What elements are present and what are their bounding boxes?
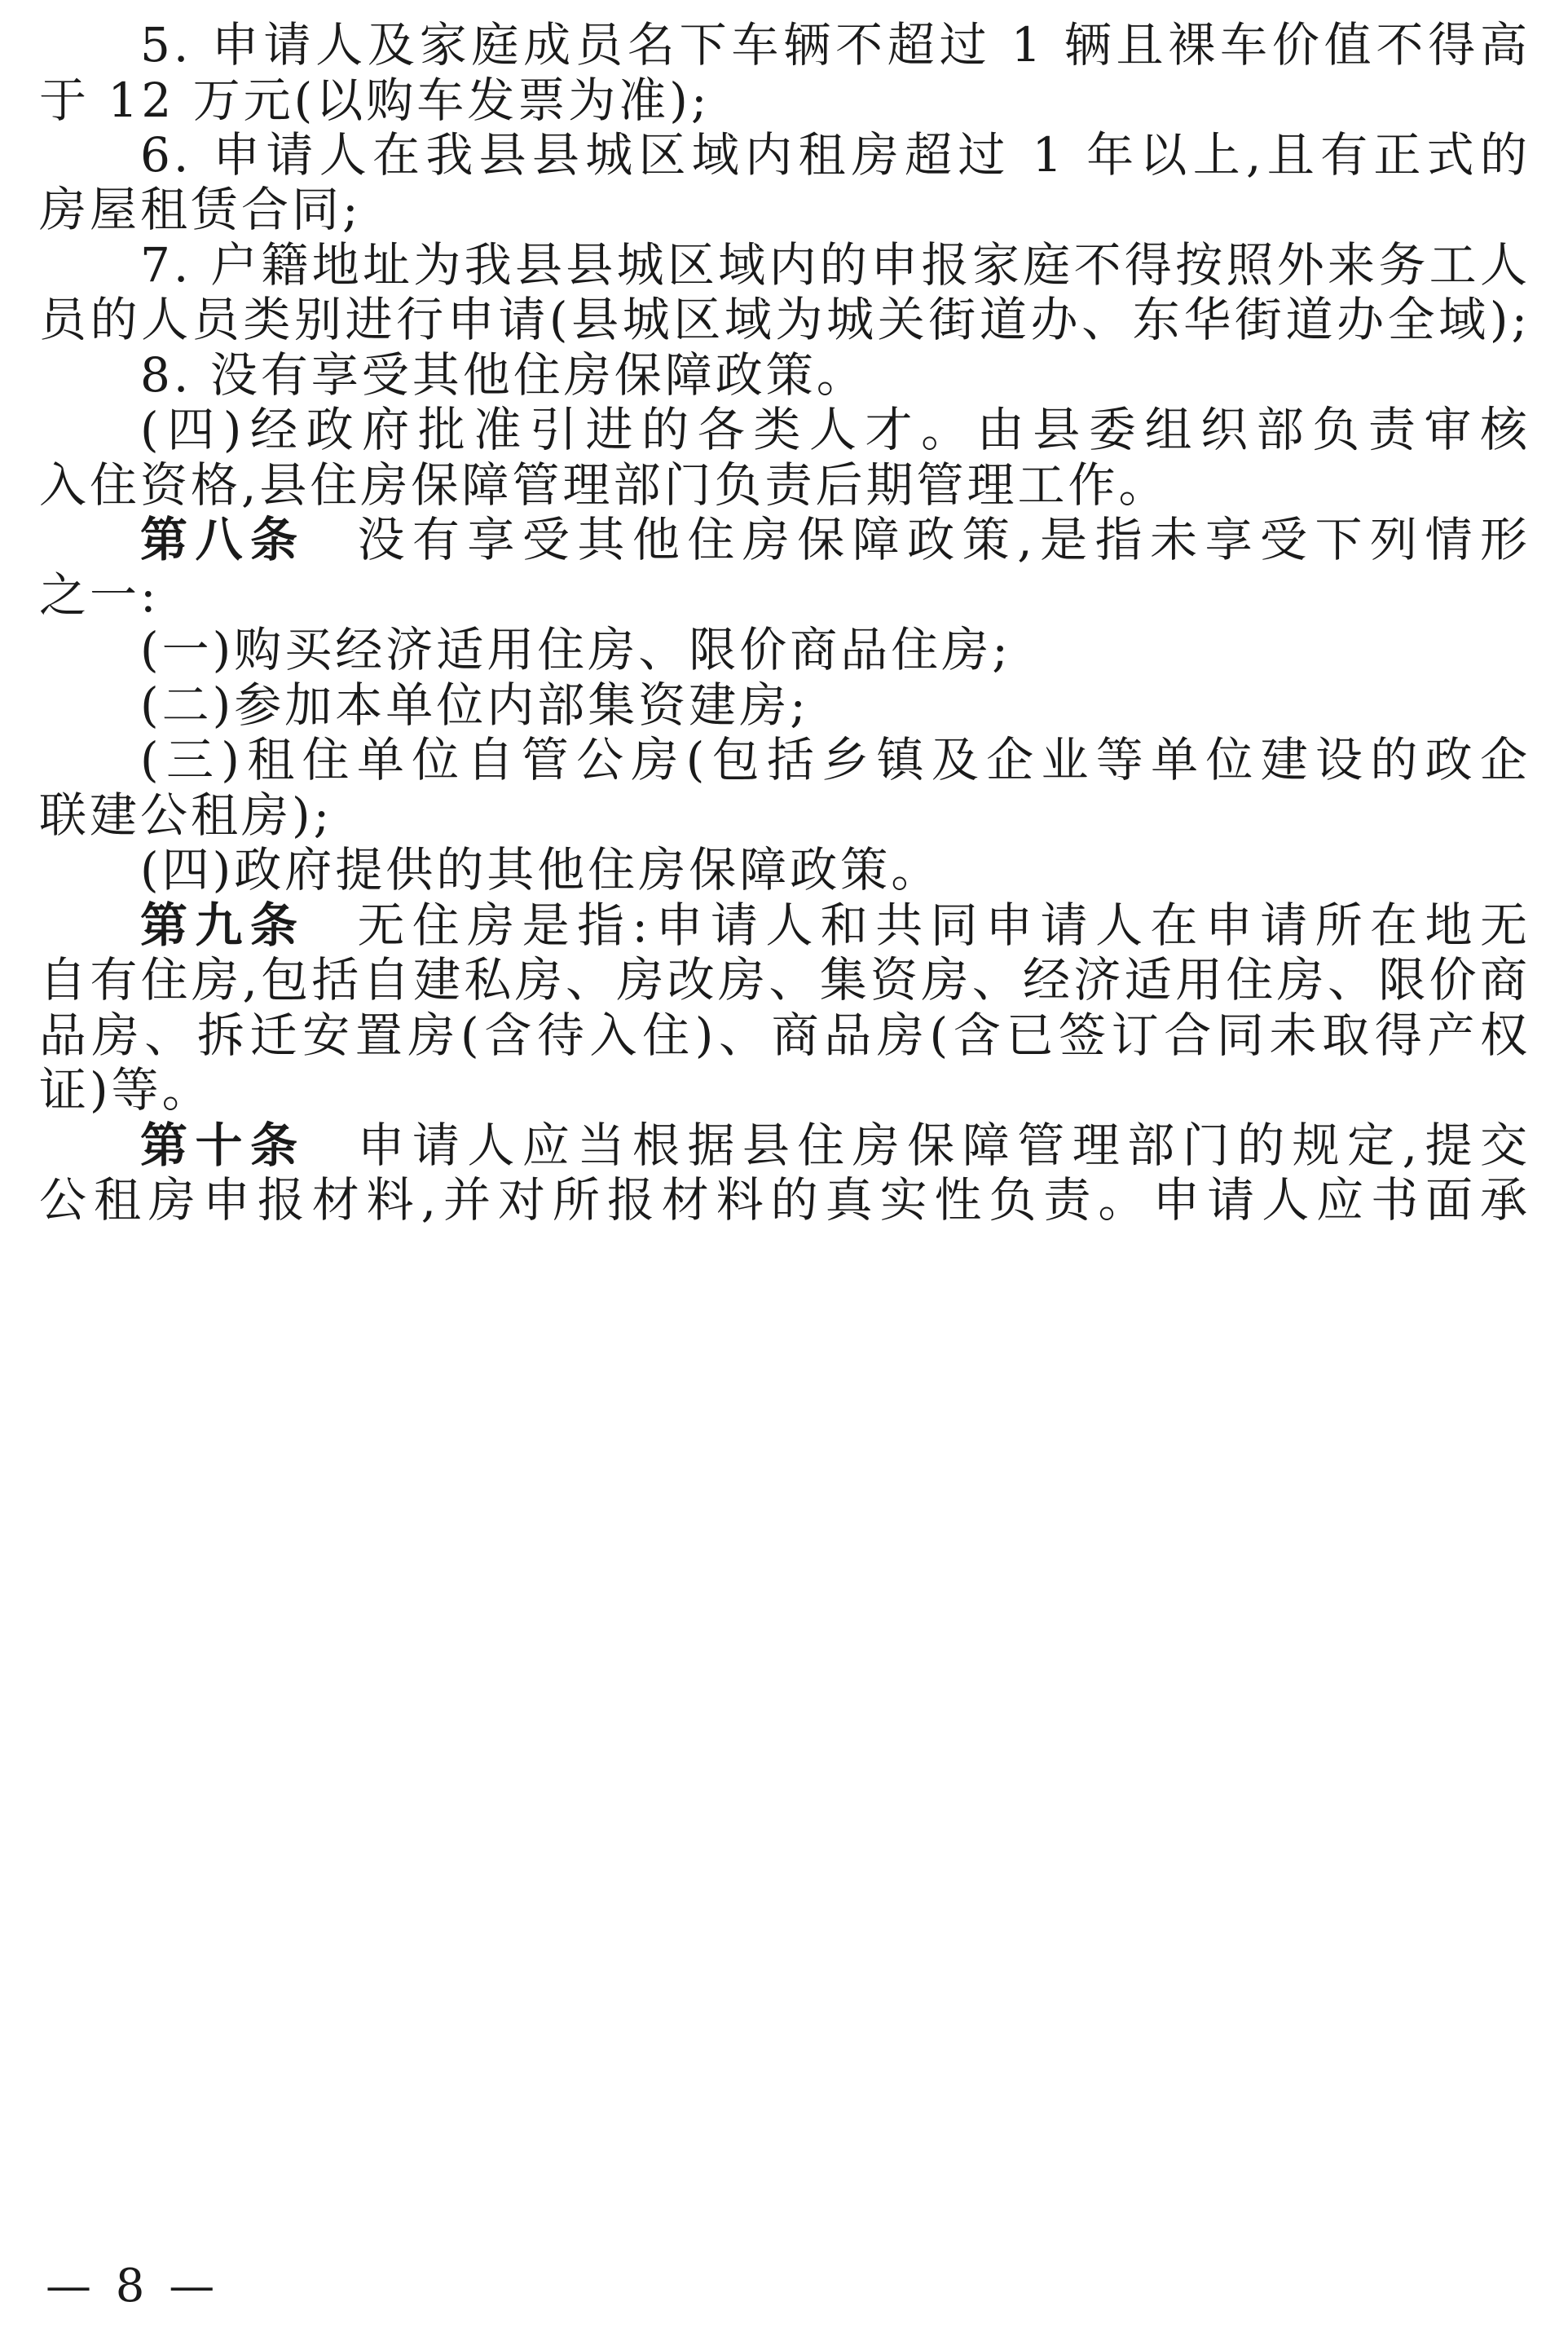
line-text: 品房、拆迁安置房(含待入住)、商品房(含已签订合同未取得产权 <box>39 1008 1531 1063</box>
text-line <box>39 787 1531 844</box>
text-line <box>140 621 1531 678</box>
line-text: 公租房申报材料,并对所报材料的真实性负责。申请人应书面承 <box>39 1172 1531 1228</box>
line-text: 申请人应当根据县住房保障管理部门的规定,提交 <box>357 1118 1531 1173</box>
page-number: — 8 — <box>46 2260 220 2313</box>
text-line <box>140 677 1531 734</box>
line-text: 8. 没有享受其他住房保障政策。 <box>140 347 867 403</box>
text-line <box>39 72 1531 129</box>
article-heading: 第十条 <box>140 1118 306 1173</box>
line-text: 6. 申请人在我县县城区域内租房超过 1 年以上,且有正式的 <box>140 127 1531 183</box>
text-line <box>39 1007 1531 1064</box>
text-line <box>140 126 1531 183</box>
line-text: (四)经政府批准引进的各类人才。由县委组织部负责审核 <box>140 402 1531 457</box>
line-text: 联建公租房); <box>39 787 333 843</box>
line-text: (四)政府提供的其他住房保障政策。 <box>140 842 942 897</box>
text-line <box>39 1061 1531 1118</box>
article-heading: 第八条 <box>140 512 306 567</box>
line-text: (一)购买经济适用住房、限价商品住房; <box>140 622 1011 677</box>
line-text: 之一: <box>39 567 160 623</box>
line-text: 没有享受其他住房保障政策,是指未享受下列情形 <box>357 512 1531 567</box>
text-line <box>140 841 1531 898</box>
text-line <box>39 181 1531 238</box>
text-line <box>140 401 1531 458</box>
text-line <box>39 1171 1531 1228</box>
line-text: 入住资格,县住房保障管理部门负责后期管理工作。 <box>39 457 1169 513</box>
line-text: 证)等。 <box>39 1062 213 1118</box>
line-text: 无住房是指:申请人和共同申请人在申请所在地无 <box>357 897 1531 953</box>
line-text: 自有住房,包括自建私房、房改房、集资房、经济适用住房、限价商 <box>39 952 1531 1008</box>
text-line <box>39 291 1531 348</box>
line-text: (二)参加本单位内部集资建房; <box>140 677 809 733</box>
text-line <box>39 567 1531 624</box>
line-text: 于 12 万元(以购车发票为准); <box>39 73 711 128</box>
text-line <box>39 951 1531 1008</box>
article-line <box>140 897 1531 954</box>
text-line <box>140 346 1531 403</box>
text-line <box>140 731 1531 788</box>
text-line <box>39 456 1531 514</box>
text-line <box>140 16 1531 73</box>
line-text: 房屋租赁合同; <box>39 182 362 237</box>
article-line <box>140 1117 1531 1174</box>
line-text: (三)租住单位自管公房(包括乡镇及企业等单位建设的政企 <box>140 732 1531 787</box>
line-text: 7. 户籍地址为我县县城区域内的申报家庭不得按照外来务工人 <box>140 237 1531 293</box>
line-text: 员的人员类别进行申请(县城区域为城关街道办、东华街道办全域); <box>39 292 1531 347</box>
article-heading: 第九条 <box>140 897 306 953</box>
text-line <box>140 236 1531 293</box>
line-text: 5. 申请人及家庭成员名下车辆不超过 1 辆且裸车价值不得高 <box>140 17 1531 73</box>
article-line <box>140 511 1531 568</box>
